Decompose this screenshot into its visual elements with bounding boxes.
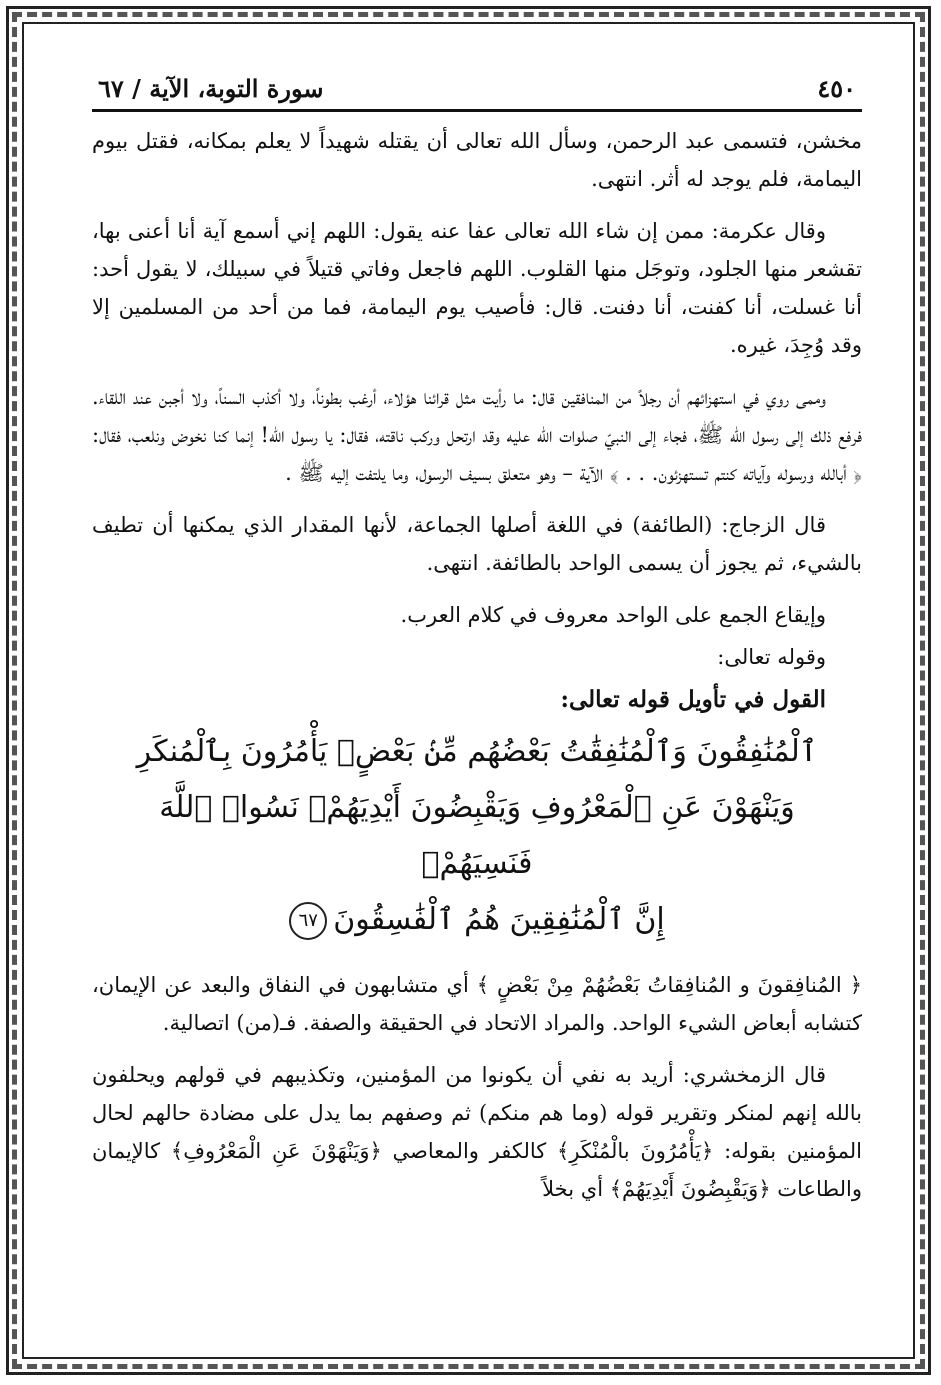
- page-body: [92, 112, 862, 1208]
- page-number: ٤٥٠: [817, 74, 856, 103]
- surah-title: سورة التوبة، الآية / ٦٧: [98, 74, 324, 103]
- section-heading: القول في تأويل قوله تعالى:: [560, 686, 826, 713]
- book-page: [92, 66, 862, 1336]
- tafsir-paragraph-2: قال الزمخشري: أريد به نفي أن يكونوا من المؤمنين، وتكذيبهم في قولهم ويحلفون بالله إنهم لمنكر وتقرير قوله (وما هم منكم) ثم وصفهم بما يدل على مضادة حالهم لحال المؤمنين بقوله: ﴿يَأْمُرُونَ بالْمُنْكَرِ﴾ كالكفر والمعاصي ﴿وَيَنْهَوْنَ عَنِ الْمَعْرُوفِ﴾ كالإيمان والطاعات ﴿وَيَقْبِضُونَ أَيْدِيَهُمْ﴾ أي بخلاً: [92, 1063, 862, 1201]
- paragraph-1: مخشن، فتسمى عبد الرحمن، وسأل الله تعالى أن يقتله شهيداً لا يعلم بمكانه، فقتل بيوم اليمامة، فلم يوجد له أثر. انتهى.: [92, 129, 862, 191]
- verse-line-2: وَيَنْهَوْنَ عَنِ ٱلْمَعْرُوفِ وَيَقْبِضُونَ أَيْدِيَهُمْۚ نَسُوا۟ ٱللَّهَ فَنَسِيَهُمْۗ: [159, 790, 795, 881]
- verse-line-1: ٱلْمُنَٰفِقُونَ وَٱلْمُنَٰفِقَٰتُ بَعْضُهُم مِّنۢ بَعْضٍۚ يَأْمُرُونَ بِٱلْمُنكَرِ: [136, 734, 818, 769]
- paragraph-6: وقوله تعالى:: [717, 645, 826, 669]
- paragraph-2: وقال عكرمة: ممن إن شاء الله تعالى عفا عنه يقول: اللهم إني أسمع آية أنا أعنى بها، تقشعر منها الجلود، وتوجَل منها القلوب. اللهم فاجعل وفاتي قتيلاً في سبيلك، لا يقول أحد: أنا غسلت، أنا كفنت، أنا دفنت. قال: فأصيب يوم اليمامة، فما من أحد من المسلمين إلا وقد وُجِدَ، غيره.: [92, 219, 862, 357]
- tafsir-paragraph-1: ﴿ المُنافِقونَ و المُنافِقاتُ بَعْضُهُمْ مِنْ بَعْضٍ ﴾ أي متشابهون في النفاق والبعد عن الإيمان، كتشابه أبعاض الشيء الواحد. والمراد الاتحاد في الحقيقة والصفة. فـ(من) اتصالية.: [92, 973, 862, 1035]
- verse-line-3-text: إِنَّ ٱلْمُنَٰفِقِينَ هُمُ ٱلْفَٰسِقُونَ: [333, 902, 665, 937]
- paragraph-5: وإيقاع الجمع على الواحد معروف في كلام العرب.: [400, 603, 826, 627]
- running-header: [92, 66, 862, 112]
- ayah-number-marker: ٦٧: [289, 902, 327, 940]
- paragraph-4: قال الزجاج: (الطائفة) في اللغة أصلها الجماعة، لأنها المقدار الذي يمكنها أن تطيف بالشيء، ثم يجوز أن يسمى الواحد بالطائفة. انتهى.: [92, 513, 862, 575]
- quran-verse: [122, 724, 832, 948]
- paragraph-3: وممى روي في استهزائهم أن رجلاً من المنافقين قال: ما رأيت مثل قرائنا هؤلاء، أرغب بطوناً، ولا أكذب السناً، ولا أجبن عند اللقاء. فرفع ذلك إلى رسول الله ﷺ، فجاء إلى النبيّ صلوات الله عليه وقد ارتحل وركب ناقته، فقال: يا رسول الله! إنما كنا نخوض ونلعب، فقال: ﴿ أبالله ورسوله وآياته كنتم تستهزئون. . . ﴾ الآية – وهو متعلق بسيف الرسول، وما يلتفت إليه ﷺ .: [92, 385, 862, 485]
- verse-line-3: [122, 892, 832, 948]
